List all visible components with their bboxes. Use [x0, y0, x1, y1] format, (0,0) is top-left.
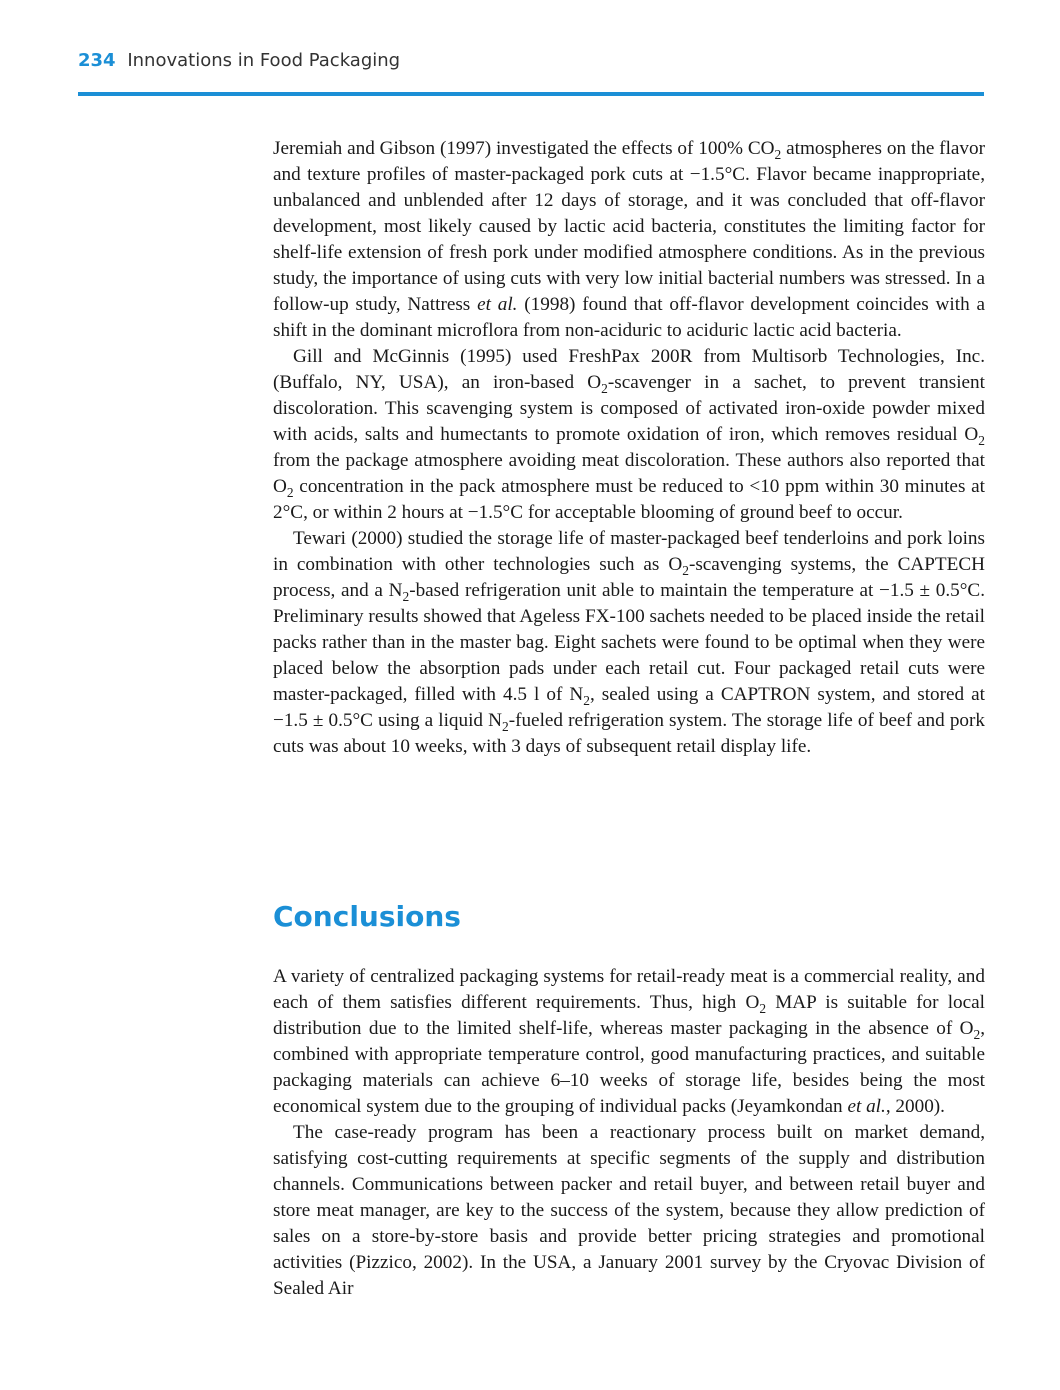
running-head: [78, 50, 400, 71]
paragraph: A variety of centralized packaging systems for retail-ready meat is a commercial reality, and each of them satisfies different requirements. Thus, high $O_2$ MAP is suitable for local distribution due to the limited shelf-life, whereas master packaging in the absence of $O_2$, combined with appropriate temperature control, good manufacturing practices, and suitable packaging materials can achieve 6–10 weeks of storage life, besides being the most economical system due to the grouping of individual packs (Jeyamkondan et al., 2000).: [273, 966, 986, 1117]
section-heading: Conclusions: [273, 900, 461, 933]
paragraph: Jeremiah and Gibson (1997) investigated the effects of 100% $CO_2$ atmospheres on the flavor and texture profiles of master-packaged pork cuts at −1.5°C. Flavor became inappropriate, unbalanced and unblended after 12 days of storage, and it was concluded that off-flavor development, most likely caused by lactic acid bacteria, constitutes the limiting factor for shelf-life extension of fresh pork under modified atmosphere conditions. As in the previous study, the importance of using cuts with very low initial bacterial numbers was stressed. In a follow-up study, Nattress et al. (1998) found that off-flavor development coincides with a shift in the dominant microflora from non-aciduric to aciduric lactic acid bacteria.: [273, 138, 985, 341]
page-number: 234: [78, 50, 116, 71]
body-text-before-heading: [273, 136, 985, 760]
paragraph: Gill and McGinnis (1995) used FreshPax 200R from Multisorb Technologies, Inc. (Buffalo, NY, USA), an iron-based $O_2$-scavenger in a sachet, to prevent transient discoloration. This scavenging system is composed of activated iron-oxide powder mixed with acids, salts and humectants to promote oxidation of iron, which removes residual $O_2$ from the package atmosphere avoiding meat discoloration. These authors also reported that $O_2$ concentration in the pack atmosphere must be reduced to <10 ppm within 30 minutes at 2°C, or within 2 hours at −1.5°C for acceptable blooming of ground beef to occur.: [273, 346, 985, 523]
body-text-after-heading: [273, 964, 985, 1302]
running-title: Innovations in Food Packaging: [127, 50, 401, 71]
paragraph: The case-ready program has been a reactionary process built on market demand, satisfying cost-cutting requirements at specific segments of the supply and distribution channels. Communications between packer and retail buyer, and between retail buyer and store meat manager, are key to the success of the system, because they allow prediction of sales on a store-by-store basis and provide better pricing strategies and promotional activities (Pizzico, 2002). In the USA, a January 2001 survey by the Cryovac Division of Sealed Air: [273, 1122, 985, 1299]
header-rule: [78, 92, 984, 96]
paragraph: Tewari (2000) studied the storage life of master-packaged beef tenderloins and pork loins in combination with other technologies such as $O_2$-scavenging systems, the CAPTECH process, and a $N_2$-based refrigeration unit able to maintain the temperature at −1.5 ± 0.5°C. Preliminary results showed that Ageless FX-100 sachets needed to be placed inside the retail packs rather than in the master bag. Eight sachets were found to be optimal when they were placed below the absorption pads under each retail cut. Four packaged retail cuts were master-packaged, filled with 4.5 l of $N_2$, sealed using a CAPTRON system, and stored at −1.5 ± 0.5°C using a liquid $N_2$-fueled refrigeration system. The storage life of beef and pork cuts was about 10 weeks, with 3 days of subsequent retail display life.: [273, 528, 985, 757]
